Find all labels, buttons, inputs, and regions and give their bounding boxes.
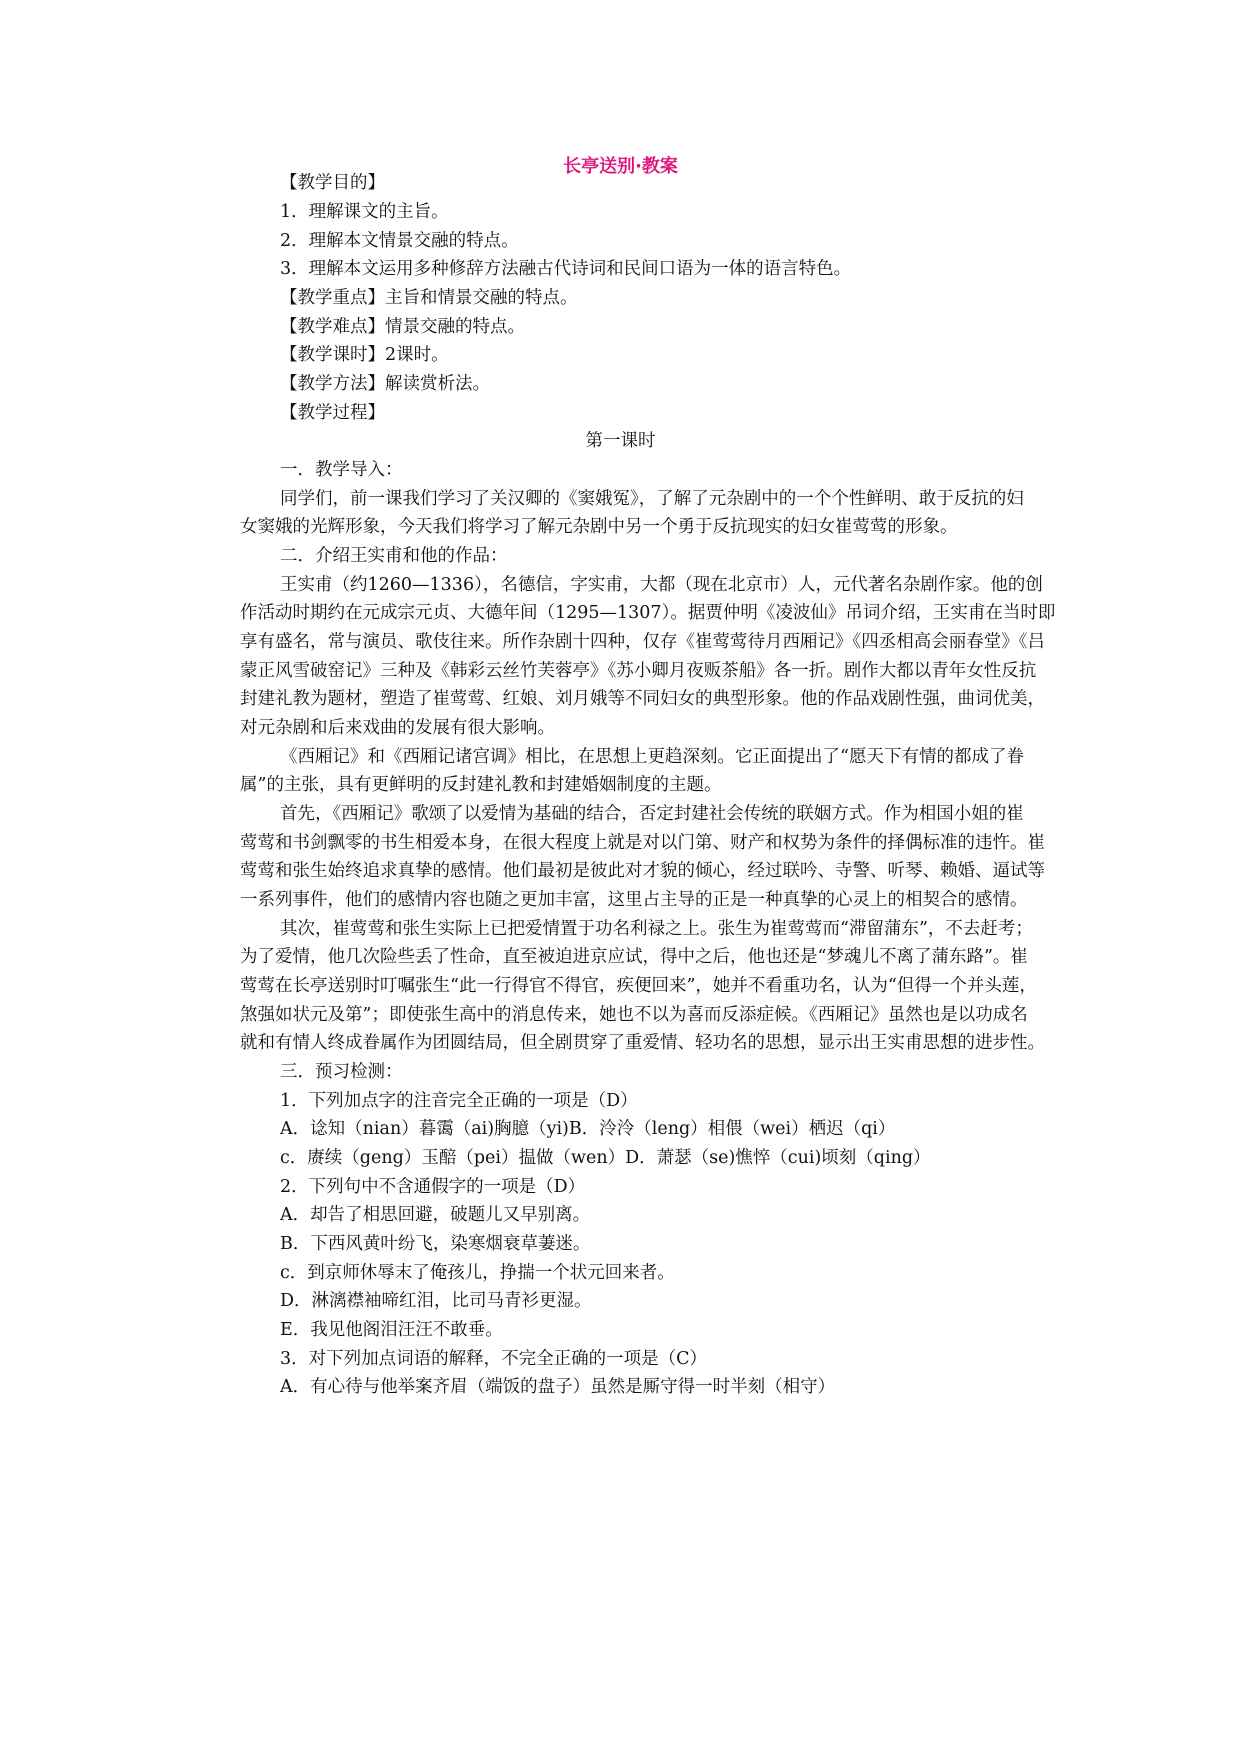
document-title: 长亭送别·教案	[563, 156, 678, 177]
exercise-line: c．赓续（geng）玉醅（pei）揾做（wen）D．萧瑟（se)憔悴（cui)顷刻（qing）	[280, 1148, 931, 1168]
header-line: 【教学重点】主旨和情景交融的特点。	[280, 288, 578, 308]
exercise-line: c．到京师休辱末了俺孩儿，挣揣一个状元回来者。	[280, 1263, 675, 1283]
exercise-line: E．我见他阁泪汪汪不敢垂。	[280, 1320, 503, 1340]
paragraph-line: 王实甫（约1260—1336），名德信，字实甫，大都（现在北京市）人，元代著名杂剧作家。他的创	[280, 575, 1043, 595]
lesson-heading: 第一课时	[585, 431, 656, 451]
paragraph-line: 对元杂剧和后来戏曲的发展有很大影响。	[240, 718, 555, 738]
paragraph-line: 女窦娥的光辉形象，今天我们将学习了解元杂剧中另一个勇于反抗现实的妇女崔莺莺的形象。	[240, 517, 958, 537]
header-line: 2．理解本文情景交融的特点。	[280, 231, 519, 251]
paragraph-line: 蒙正风雪破窑记》三种及《韩彩云丝竹芙蓉亭》《苏小卿月夜贩茶船》各一折。剧作大都以青年女性反抗	[240, 661, 1037, 681]
section-heading: 一．教学导入：	[280, 460, 403, 480]
header-line: 1．理解课文的主旨。	[280, 202, 449, 222]
paragraph-line: 作活动时期约在元成宗元贞、大德年间（1295—1307）。据贾仲明《凌波仙》吊词介绍，王实甫在当时即	[240, 603, 1056, 623]
paragraph-line: 封建礼教为题材，塑造了崔莺莺、红娘、刘月娥等不同妇女的典型形象。他的作品戏剧性强，曲词优美，	[240, 689, 1045, 709]
exercise-line: 2．下列句中不含通假字的一项是（D）	[280, 1177, 586, 1197]
paragraph-line: 为了爱情，他几次险些丢了性命，直至被迫进京应试，得中之后，他也还是“梦魂儿不离了蒲东路”。崔	[240, 947, 1028, 967]
paragraph-line: 莺莺和书剑飘零的书生相爱本身，在很大程度上就是对以门第、财产和权势为条件的择偶标准的违忤。崔	[240, 833, 1045, 853]
exercise-line: B．下西风黄叶纷飞，染寒烟衰草萋迷。	[280, 1234, 591, 1254]
exercise-line: D．淋漓襟袖啼红泪，比司马青衫更湿。	[280, 1291, 592, 1311]
header-line: 【教学方法】解读赏析法。	[280, 374, 490, 394]
exercise-line: 3．对下列加点词语的解释，不完全正确的一项是（C）	[280, 1349, 708, 1369]
paragraph-line: 同学们，前一课我们学习了关汉卿的《窦娥冤》，了解了元杂剧中的一个个性鲜明、敢于反抗的妇	[280, 489, 1024, 509]
paragraph-line: 就和有情人终成眷属作为团圆结局，但全剧贯穿了重爱情、轻功名的思想，显示出王实甫思想的进步性。	[240, 1033, 1045, 1053]
paragraph-line: 莺莺在长亭送别时叮嘱张生“此一行得官不得官，疾便回来”，她并不看重功名，认为“但得一个并头莲，	[240, 976, 1037, 996]
exercise-line: 1．下列加点字的注音完全正确的一项是（D）	[280, 1091, 638, 1111]
paragraph-line: 属”的主张，具有更鲜明的反封建礼教和封建婚姻制度的主题。	[240, 775, 722, 795]
paragraph-line: 首先，《西厢记》歌颂了以爱情为基础的结合，否定封建社会传统的联姻方式。作为相国小姐的崔	[280, 804, 1024, 824]
header-line: 【教学难点】情景交融的特点。	[280, 317, 525, 337]
section-heading: 三．预习检测：	[280, 1062, 403, 1082]
exercise-line: A．却告了相思回避，破题儿又早别离。	[280, 1205, 591, 1225]
exercise-line: A．有心待与他举案齐眉（端饭的盘子）虽然是厮守得一时半刻（相守）	[280, 1377, 836, 1397]
section-heading: 二．介绍王实甫和他的作品：	[280, 546, 508, 566]
paragraph-line: 其次，崔莺莺和张生实际上已把爱情置于功名利禄之上。张生为崔莺莺而“滞留蒲东”，不去赶考；	[280, 919, 1033, 939]
exercise-line: A．谂知（nian）暮霭（ai)胸臆（yi)B．泠泠（leng）相偎（wei）栖迟（qi）	[280, 1119, 896, 1139]
paragraph-line: 一系列事件，他们的感情内容也随之更加丰富，这里占主导的正是一种真挚的心灵上的相契合的感情。	[240, 890, 1028, 910]
paragraph-line: 煞强如状元及第”；即使张生高中的消息传来，她也不以为喜而反添症候。《西厢记》虽然也是以功成名	[240, 1005, 1028, 1025]
header-line: 【教学过程】	[280, 403, 385, 423]
header-line: 3．理解本文运用多种修辞方法融古代诗词和民间口语为一体的语言特色。	[280, 259, 852, 279]
header-line: 【教学目的】	[280, 173, 385, 193]
paragraph-line: 莺莺和张生始终追求真挚的感情。他们最初是彼此对才貌的倾心，经过联吟、寺警、听琴、赖婚、逼试等	[240, 861, 1045, 881]
header-line: 【教学课时】2课时。	[280, 345, 449, 365]
paragraph-line: 享有盛名，常与演员、歌伎往来。所作杂剧十四种，仅存《崔莺莺待月西厢记》《四丞相高会丽春堂》《吕	[240, 632, 1045, 652]
paragraph-line: 《西厢记》和《西厢记诸宫调》相比，在思想上更趋深刻。它正面提出了“愿天下有情的都成了眷	[280, 747, 1024, 767]
